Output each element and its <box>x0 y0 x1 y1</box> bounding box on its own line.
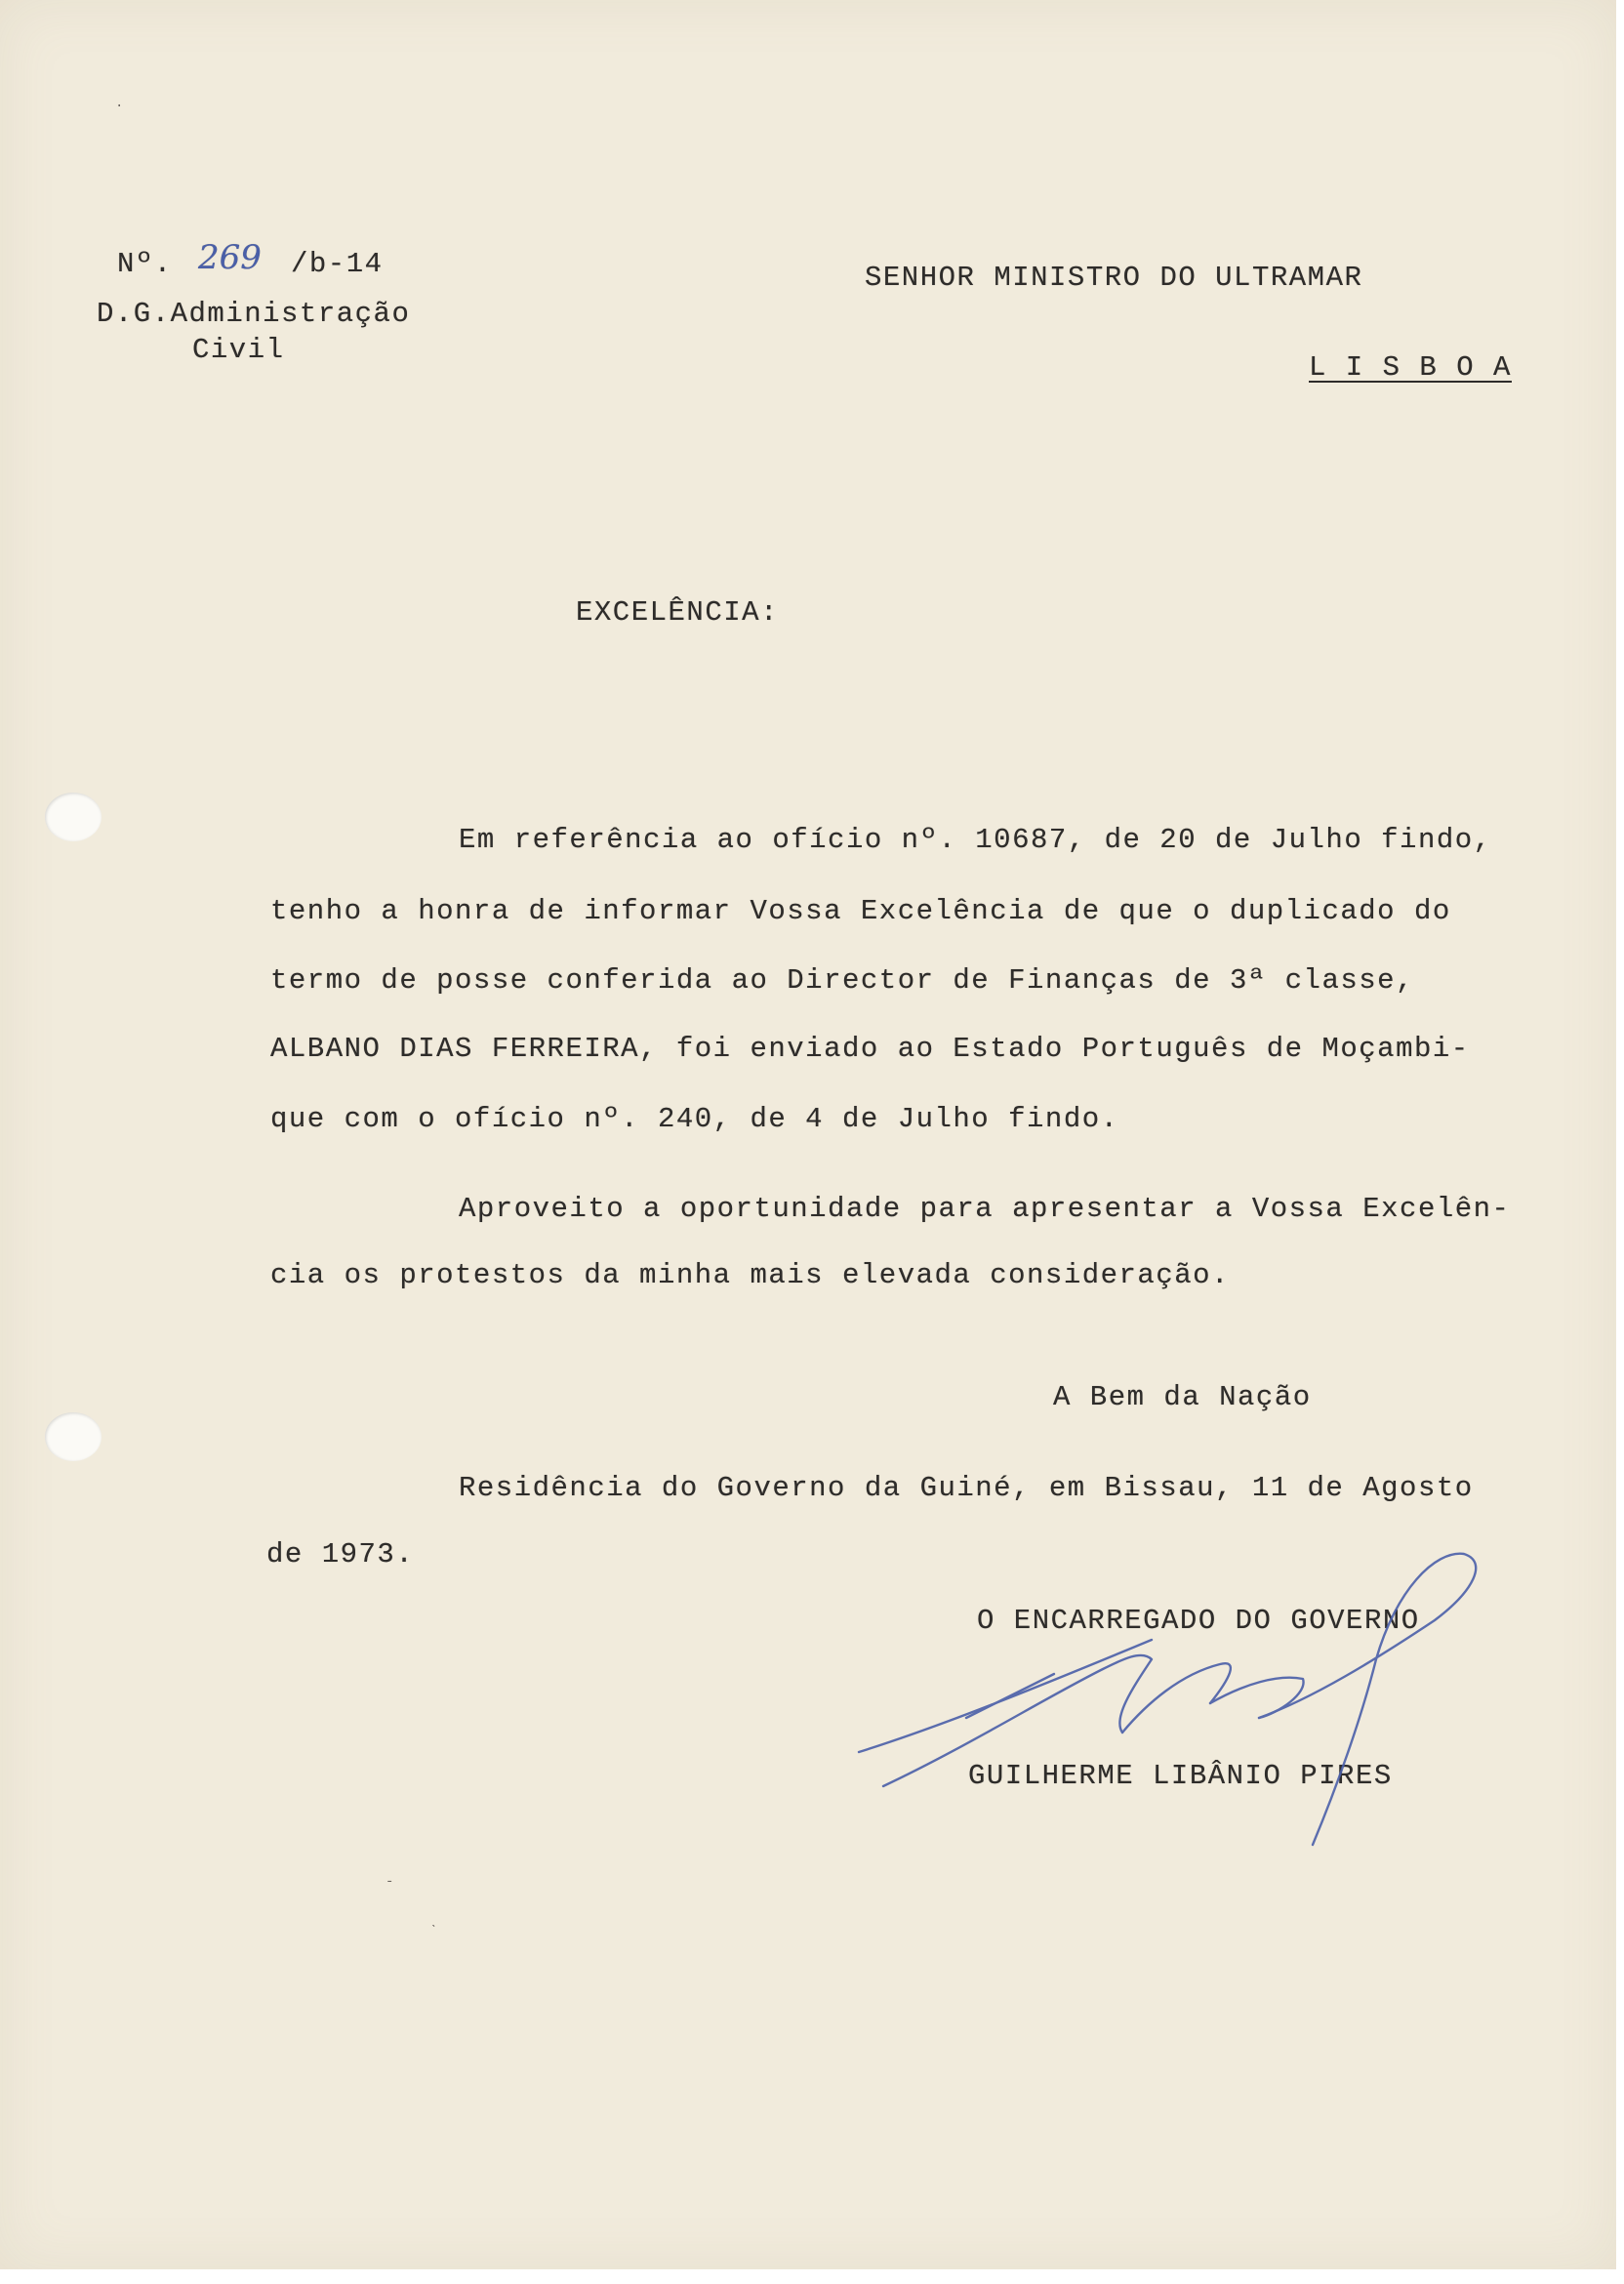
scan-edge-right <box>1616 0 1624 2284</box>
reference-number-prefix: Nº. <box>117 248 173 280</box>
signatory-title: O ENCARREGADO DO GOVERNO <box>977 1605 1420 1637</box>
recipient-title: SENHOR MINISTRO DO ULTRAMAR <box>865 262 1363 294</box>
body-line: ALBANO DIAS FERREIRA, foi enviado ao Estado Português de Moçambi- <box>270 1033 1470 1065</box>
body-line: cia os protestos da minha mais elevada consideração. <box>270 1259 1230 1291</box>
department-line1: D.G.Administração <box>97 298 411 330</box>
stray-mark: ‐ <box>386 1874 394 1890</box>
body-line: termo de posse conferida ao Director de Finanças de 3ª classe, <box>270 964 1414 997</box>
closing-motto: A Bem da Nação <box>1053 1381 1312 1413</box>
department-line2: Civil <box>192 334 285 366</box>
signatory-name: GUILHERME LIBÂNIO PIRES <box>968 1760 1393 1792</box>
stray-mark: ˎ <box>429 1913 438 1929</box>
reference-number-suffix: /b-14 <box>291 248 384 280</box>
recipient-city: L I S B O A <box>1309 351 1512 384</box>
place-date-line1: Residência do Governo da Guiné, em Bissau, 11 de Agosto <box>459 1472 1474 1504</box>
body-line: que com o ofício nº. 240, de 4 de Julho findo. <box>270 1103 1119 1135</box>
stray-mark: · <box>115 99 124 114</box>
body-line: Em referência ao ofício nº. 10687, de 20 de Julho findo, <box>459 824 1492 856</box>
body-line: Aproveito a oportunidade para apresentar a Vossa Excelên- <box>459 1193 1511 1225</box>
place-date-line2: de 1973. <box>266 1538 415 1570</box>
body-line: tenho a honra de informar Vossa Excelência de que o duplicado do <box>270 895 1451 927</box>
scan-edge-bottom <box>0 2269 1624 2284</box>
reference-number-handwritten: 269 <box>198 238 262 277</box>
salutation: EXCELÊNCIA: <box>576 596 779 629</box>
